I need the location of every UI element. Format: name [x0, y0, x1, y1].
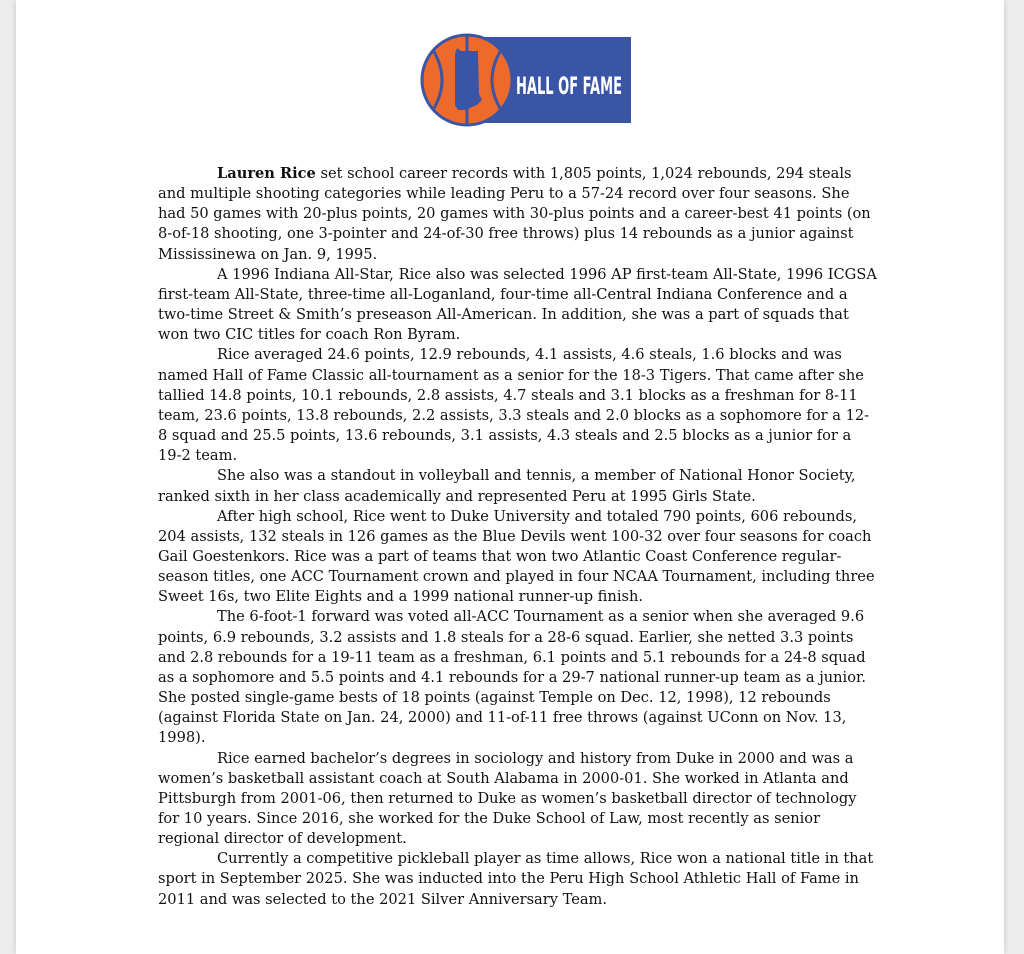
- paragraph-1-text: set school career records with 1,805 points, 1,024 rebounds, 294 steals and multiple shooting categories while leading Peru to a 57-24 record over four seasons. She had 50 games with 20-plus points, 20 games with 30-plus points and a career-best 41 points (on 8-of-18 shooting, one 3-pointer and 24-of-30 free throws) plus 14 rebounds as a junior against Mississinewa on Jan. 9, 1995.: [158, 165, 871, 263]
- logo-text: HALL OF FAME: [516, 72, 622, 100]
- document-page: [16, 0, 1004, 954]
- article-body: [158, 164, 878, 910]
- paragraph-7: Rice earned bachelor’s degrees in sociology and history from Duke in 2000 and was a women’s basketball assistant coach at South Alabama in 2000-01. She worked in Atlanta and Pittsburgh from 2001-06, then returned to Duke as women’s basketball director of technology for 10 years. Since 2016, she worked for the Duke School of Law, most recently as senior regional director of development.: [158, 749, 857, 848]
- paragraph-5: After high school, Rice went to Duke University and totaled 790 points, 606 rebounds, 204 assists, 132 steals in 126 games as the Blue Devils went 100-32 over four seasons for coach Gail Goestenkors. Rice was a part of teams that won two Atlantic Coast Conference regular-season titles, one ACC Tournament crown and played in four NCAA Tournament, including three Sweet 16s, two Elite Eights and a 1999 national runner-up finish.: [158, 507, 875, 606]
- paragraph-4: She also was a standout in volleyball and tennis, a member of National Honor Society, ranked sixth in her class academically and represented Peru at 1995 Girls State.: [158, 467, 856, 505]
- paragraph-3: Rice averaged 24.6 points, 12.9 rebounds, 4.1 assists, 4.6 steals, 1.6 blocks and was named Hall of Fame Classic all-tournament as a senior for the 18-3 Tigers. That came after she tallied 14.8 points, 10.1 rebounds, 2.8 assists, 4.7 steals and 3.1 blocks as a freshman for 8-11 team, 23.6 points, 13.8 rebounds, 2.2 assists, 3.3 steals and 2.0 blocks as a sophomore for a 12-8 squad and 25.5 points, 13.6 rebounds, 3.1 assists, 4.3 steals and 2.5 blocks as a junior for a 19-2 team.: [158, 346, 870, 465]
- paragraph-2: A 1996 Indiana All-Star, Rice also was selected 1996 AP first-team All-State, 1996 ICGSA first-team All-State, three-time all-Loganland, four-time all-Central Indiana Conference and a two-time Street & Smith’s preseason All-American. In addition, she was a part of squads that won two CIC titles for coach Ron Byram.: [158, 265, 877, 344]
- paragraph-6: The 6-foot-1 forward was voted all-ACC Tournament as a senior when she averaged 9.6 points, 6.9 rebounds, 3.2 assists and 1.8 steals for a 28-6 squad. Earlier, she netted 3.3 points and 2.8 rebounds for a 19-11 team as a freshman, 6.1 points and 5.1 rebounds for a 24-8 squad as a sophomore and 5.5 points and 4.1 rebounds for a 29-7 national runner-up team as a junior. She posted single-game bests of 18 points (against Temple on Dec. 12, 1998), 12 rebounds (against Florida State on Jan. 24, 2000) and 11-of-11 free throws (against UConn on Nov. 13, 1998).: [158, 608, 867, 747]
- hall-of-fame-logo: [421, 34, 633, 126]
- paragraph-1: [158, 164, 878, 265]
- subject-name: Lauren Rice: [217, 165, 316, 182]
- indiana-state-icon: [455, 48, 482, 110]
- paragraph-8: Currently a competitive pickleball player as time allows, Rice won a national title in that sport in September 2025. She was inducted into the Peru High School Athletic Hall of Fame in 2011 and was selected to the 2021 Silver Anniversary Team.: [158, 850, 874, 908]
